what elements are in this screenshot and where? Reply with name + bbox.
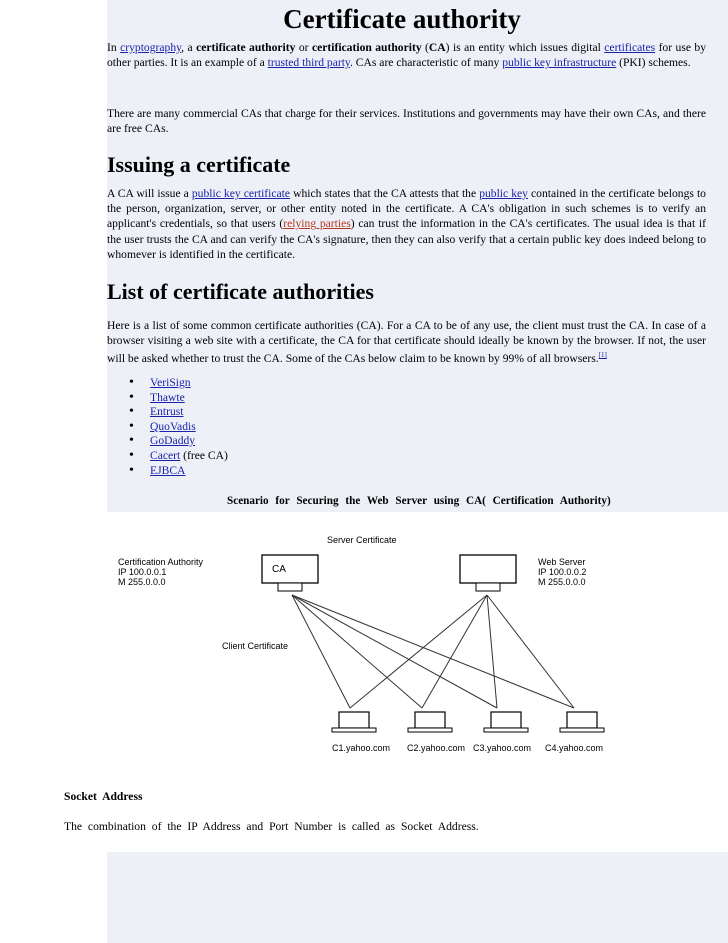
client-certificate-label: Client Certificate — [222, 641, 289, 651]
list-item — [107, 464, 228, 479]
client-computer-icon — [408, 712, 452, 732]
link-cacert[interactable]: Cacert — [150, 448, 181, 462]
client-label: C4.yahoo.com — [545, 743, 604, 753]
link-relying-parties[interactable]: relying parties — [283, 217, 351, 231]
client-label: C1.yahoo.com — [332, 743, 391, 753]
list-item: • Cacert (free CA) — [107, 449, 228, 464]
link-public-key-certificate[interactable]: public key certificate — [191, 187, 291, 200]
page-title: Certificate authority — [283, 4, 521, 34]
link-quovadis[interactable]: QuoVadis — [150, 419, 196, 433]
ca-list — [107, 376, 228, 478]
ca-box-label: CA — [272, 564, 286, 575]
ca-ip-label: IP 100.0.0.1 — [118, 567, 167, 577]
lower-section-background — [0, 772, 728, 852]
heading-list: List of certificate authorities — [107, 279, 374, 304]
socket-address-text: The combination of the IP Address and Port Number is called as Socket Address. — [64, 820, 479, 833]
list-item — [107, 420, 228, 435]
link-thawte[interactable]: Thawte — [150, 390, 185, 404]
link-godaddy[interactable]: GoDaddy — [150, 434, 196, 448]
link-public-key[interactable]: public key — [479, 187, 528, 200]
client-computer-icon — [332, 712, 376, 732]
server-certificate-label: Server Certificate — [327, 535, 397, 545]
link-trusted-third-party[interactable]: trusted third party — [267, 56, 350, 70]
network-diagram-svg — [92, 525, 682, 765]
web-server-mask-label: M 255.0.0.0 — [538, 577, 586, 587]
connection-lines — [292, 595, 574, 708]
link-ejbca[interactable]: EJBCA — [150, 463, 186, 477]
heading-issuing: Issuing a certificate — [107, 152, 291, 177]
client-computer-icon — [484, 712, 528, 732]
footnote-link[interactable]: [1] — [598, 351, 607, 360]
web-server-ip-label: IP 100.0.0.2 — [538, 567, 587, 577]
client-label: C2.yahoo.com — [407, 743, 466, 753]
list-item — [107, 391, 228, 406]
list-item — [107, 434, 228, 449]
intro-paragraph: In cryptography, a certificate authority or certification authority (CA) is an entity which issues digital certificates for use by other parties. It is an example of a trusted third party. CAs are characteristic of many public key infrastructure (PKI) schemes. — [107, 41, 706, 70]
link-cryptography[interactable]: cryptography — [120, 41, 182, 54]
link-certificates[interactable]: certificates — [604, 41, 656, 54]
ca-title-label: Certification Authority — [118, 557, 204, 567]
ca-computer-icon — [262, 555, 318, 591]
scenario-caption: Scenario for Securing the Web Server using CA( Certification Authority) — [227, 495, 611, 507]
network-diagram — [92, 525, 682, 765]
list-item — [107, 405, 228, 420]
link-pki[interactable]: public key infrastructure — [502, 56, 617, 70]
client-label: C3.yahoo.com — [473, 743, 532, 753]
issuing-paragraph: A CA will issue a public key certificate which states that the CA attests that the public key contained in the certificate belongs to the person, organization, server, or other entity noted in the certificate. A CA's obligation in such schemes is to verify an applicant's credentials, so that users (relying parties) can trust the information in the CA's certificates. The usual idea is that if the user trusts the CA and can verify the CA's signature, then they can also verify that a certain public key does indeed belong to whomever is identified in the certificate. — [107, 187, 706, 261]
client-computer-icon — [560, 712, 604, 732]
list-intro-paragraph: Here is a list of some common certificate authorities (CA). For a CA to be of any use, the client must trust the CA. In case of a browser visiting a web site with a certificate, the CA for that certificate should ideally be known by the browser. If not, the user will be asked whether to trust the CA. Some of the CAs below claim to be known by 99% of all browsers.[1] — [107, 319, 706, 366]
link-verisign[interactable]: VeriSign — [150, 376, 191, 389]
list-item — [107, 376, 228, 391]
intro-paragraph-2: There are many commercial CAs that charge for their services. Institutions and governments may have their own CAs, and there are free CAs. — [107, 107, 706, 136]
ca-mask-label: M 255.0.0.0 — [118, 577, 166, 587]
web-server-title-label: Web Server — [538, 557, 586, 567]
socket-address-heading: Socket Address — [64, 790, 143, 803]
link-entrust[interactable]: Entrust — [150, 405, 184, 419]
web-server-computer-icon — [460, 555, 516, 591]
